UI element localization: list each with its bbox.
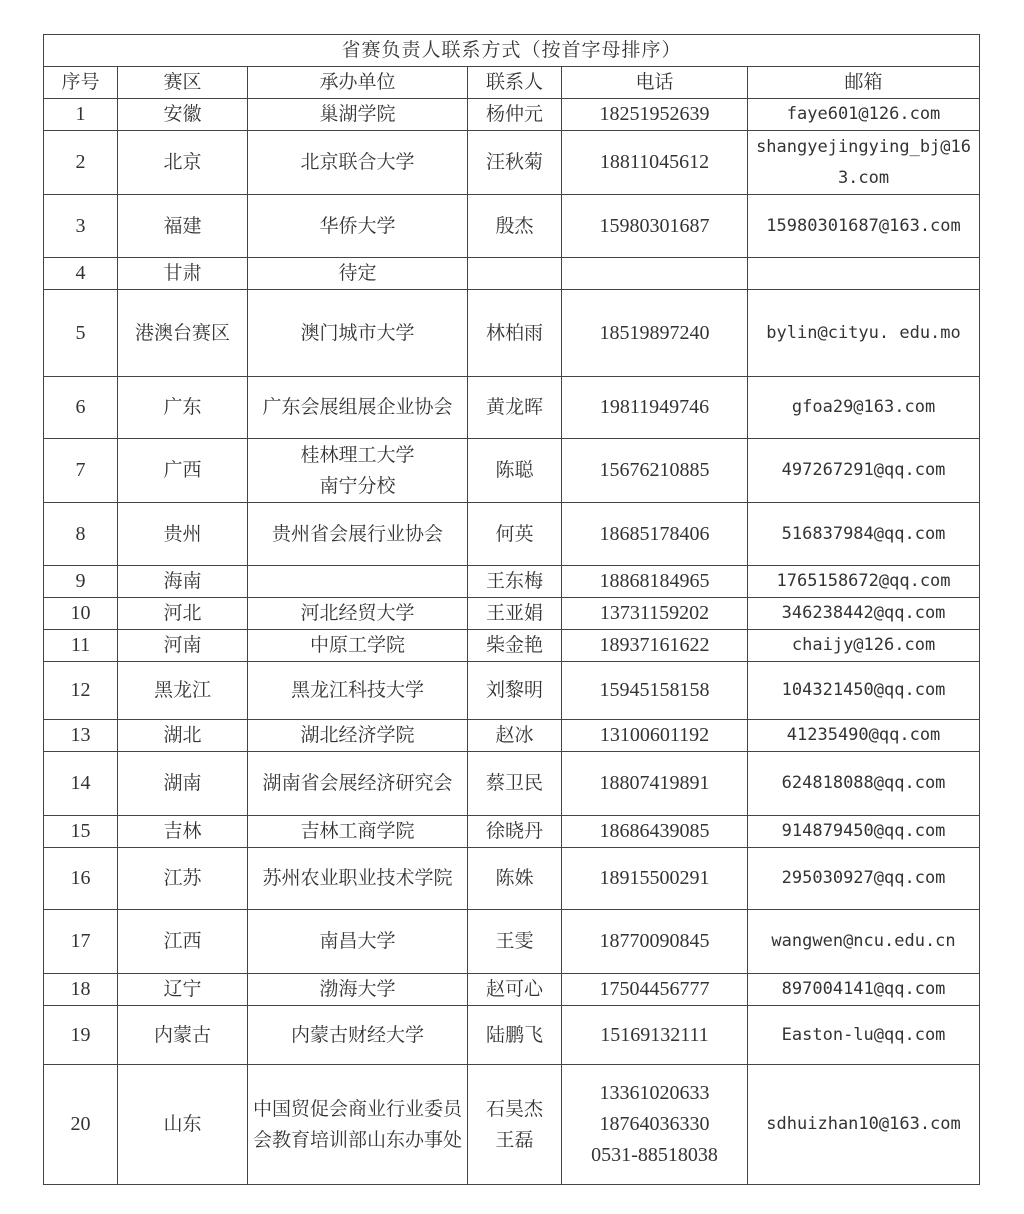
cell-contact: 徐晓丹	[468, 816, 562, 848]
cell-email: bylin@cityu. edu.mo	[748, 290, 980, 377]
cell-contact: 杨仲元	[468, 99, 562, 131]
cell-org: 北京联合大学	[248, 131, 468, 195]
cell-email: gfoa29@163.com	[748, 377, 980, 439]
cell-contact: 柴金艳	[468, 630, 562, 662]
cell-phone: 18251952639	[562, 99, 748, 131]
cell-phone: 15676210885	[562, 439, 748, 503]
cell-phone: 18868184965	[562, 566, 748, 598]
cell-org: 内蒙古财经大学	[248, 1006, 468, 1065]
table-row	[44, 503, 980, 566]
cell-org: 南昌大学	[248, 910, 468, 974]
table-row	[44, 720, 980, 752]
table-row	[44, 974, 980, 1006]
table-row	[44, 131, 980, 195]
cell-email: sdhuizhan10@163.com	[748, 1065, 980, 1185]
cell-contact: 石昊杰 王磊	[468, 1065, 562, 1185]
cell-no: 11	[44, 630, 118, 662]
cell-email: shangyejingying_bj@163.com	[748, 131, 980, 195]
cell-contact: 何英	[468, 503, 562, 566]
cell-phone: 13731159202	[562, 598, 748, 630]
cell-region: 湖北	[118, 720, 248, 752]
cell-no: 19	[44, 1006, 118, 1065]
table-title: 省赛负责人联系方式（按首字母排序）	[44, 35, 980, 67]
cell-no: 16	[44, 848, 118, 910]
cell-contact: 陈姝	[468, 848, 562, 910]
cell-region: 山东	[118, 1065, 248, 1185]
cell-contact: 蔡卫民	[468, 752, 562, 816]
cell-email: 41235490@qq.com	[748, 720, 980, 752]
cell-contact	[468, 258, 562, 290]
cell-phone: 18937161622	[562, 630, 748, 662]
cell-no: 18	[44, 974, 118, 1006]
cell-region: 吉林	[118, 816, 248, 848]
cell-org: 待定	[248, 258, 468, 290]
cell-email: 104321450@qq.com	[748, 662, 980, 720]
table-row	[44, 848, 980, 910]
cell-no: 4	[44, 258, 118, 290]
table-row	[44, 195, 980, 258]
table-row	[44, 598, 980, 630]
cell-org: 中国贸促会商业行业委员会教育培训部山东办事处	[248, 1065, 468, 1185]
cell-email: 346238442@qq.com	[748, 598, 980, 630]
header-region: 赛区	[118, 67, 248, 99]
table-row	[44, 439, 980, 503]
cell-phone: 17504456777	[562, 974, 748, 1006]
header-no: 序号	[44, 67, 118, 99]
cell-region: 湖南	[118, 752, 248, 816]
cell-no: 15	[44, 816, 118, 848]
cell-email: 516837984@qq.com	[748, 503, 980, 566]
cell-no: 12	[44, 662, 118, 720]
cell-email: 914879450@qq.com	[748, 816, 980, 848]
cell-email: 624818088@qq.com	[748, 752, 980, 816]
cell-org: 苏州农业职业技术学院	[248, 848, 468, 910]
cell-phone: 19811949746	[562, 377, 748, 439]
cell-org: 黑龙江科技大学	[248, 662, 468, 720]
cell-region: 江西	[118, 910, 248, 974]
cell-no: 13	[44, 720, 118, 752]
table-row	[44, 910, 980, 974]
cell-region: 辽宁	[118, 974, 248, 1006]
table-row	[44, 258, 980, 290]
cell-region: 河南	[118, 630, 248, 662]
cell-phone	[562, 258, 748, 290]
cell-contact: 黄龙晖	[468, 377, 562, 439]
table-row	[44, 1065, 980, 1185]
cell-email: 295030927@qq.com	[748, 848, 980, 910]
table-row	[44, 566, 980, 598]
cell-no: 5	[44, 290, 118, 377]
cell-phone: 18915500291	[562, 848, 748, 910]
table-row	[44, 1006, 980, 1065]
contacts-table	[43, 34, 980, 1185]
cell-contact: 陆鹏飞	[468, 1006, 562, 1065]
cell-region: 甘肃	[118, 258, 248, 290]
header-contact: 联系人	[468, 67, 562, 99]
cell-no: 17	[44, 910, 118, 974]
cell-region: 河北	[118, 598, 248, 630]
cell-org: 湖北经济学院	[248, 720, 468, 752]
cell-email: 1765158672@qq.com	[748, 566, 980, 598]
cell-region: 广西	[118, 439, 248, 503]
cell-contact: 王东梅	[468, 566, 562, 598]
cell-phone: 18811045612	[562, 131, 748, 195]
cell-no: 10	[44, 598, 118, 630]
cell-org: 广东会展组展企业协会	[248, 377, 468, 439]
cell-phone: 18519897240	[562, 290, 748, 377]
cell-region: 港澳台赛区	[118, 290, 248, 377]
cell-contact: 王雯	[468, 910, 562, 974]
cell-contact: 赵可心	[468, 974, 562, 1006]
cell-phone: 15169132111	[562, 1006, 748, 1065]
cell-org: 桂林理工大学 南宁分校	[248, 439, 468, 503]
cell-region: 海南	[118, 566, 248, 598]
cell-email: 15980301687@163.com	[748, 195, 980, 258]
cell-region: 广东	[118, 377, 248, 439]
table-row	[44, 816, 980, 848]
cell-org: 湖南省会展经济研究会	[248, 752, 468, 816]
cell-no: 8	[44, 503, 118, 566]
cell-org: 吉林工商学院	[248, 816, 468, 848]
cell-contact: 陈聪	[468, 439, 562, 503]
cell-phone: 18807419891	[562, 752, 748, 816]
cell-no: 3	[44, 195, 118, 258]
header-phone: 电话	[562, 67, 748, 99]
cell-phone: 13100601192	[562, 720, 748, 752]
cell-org	[248, 566, 468, 598]
cell-phone: 18686439085	[562, 816, 748, 848]
cell-no: 14	[44, 752, 118, 816]
cell-contact: 汪秋菊	[468, 131, 562, 195]
cell-no: 2	[44, 131, 118, 195]
cell-contact: 刘黎明	[468, 662, 562, 720]
cell-region: 安徽	[118, 99, 248, 131]
title-row	[44, 35, 980, 67]
header-row	[44, 67, 980, 99]
table-row	[44, 752, 980, 816]
table-row	[44, 99, 980, 131]
table-row	[44, 630, 980, 662]
cell-org: 澳门城市大学	[248, 290, 468, 377]
cell-org: 河北经贸大学	[248, 598, 468, 630]
cell-email: chaijy@126.com	[748, 630, 980, 662]
table-row	[44, 662, 980, 720]
cell-email	[748, 258, 980, 290]
cell-no: 6	[44, 377, 118, 439]
cell-contact: 殷杰	[468, 195, 562, 258]
cell-region: 江苏	[118, 848, 248, 910]
cell-org: 贵州省会展行业协会	[248, 503, 468, 566]
cell-phone: 15945158158	[562, 662, 748, 720]
cell-email: wangwen@ncu.edu.cn	[748, 910, 980, 974]
cell-email: 497267291@qq.com	[748, 439, 980, 503]
cell-no: 9	[44, 566, 118, 598]
header-org: 承办单位	[248, 67, 468, 99]
cell-email: Easton-lu@qq.com	[748, 1006, 980, 1065]
table-row	[44, 377, 980, 439]
cell-email: 897004141@qq.com	[748, 974, 980, 1006]
cell-region: 内蒙古	[118, 1006, 248, 1065]
cell-region: 贵州	[118, 503, 248, 566]
cell-no: 7	[44, 439, 118, 503]
cell-region: 黑龙江	[118, 662, 248, 720]
cell-email: faye601@126.com	[748, 99, 980, 131]
cell-org: 巢湖学院	[248, 99, 468, 131]
cell-contact: 王亚娟	[468, 598, 562, 630]
cell-no: 1	[44, 99, 118, 131]
cell-contact: 赵冰	[468, 720, 562, 752]
table-row	[44, 290, 980, 377]
cell-org: 华侨大学	[248, 195, 468, 258]
cell-no: 20	[44, 1065, 118, 1185]
cell-phone: 18770090845	[562, 910, 748, 974]
cell-org: 渤海大学	[248, 974, 468, 1006]
cell-phone: 13361020633 18764036330 0531-88518038	[562, 1065, 748, 1185]
cell-phone: 15980301687	[562, 195, 748, 258]
cell-contact: 林柏雨	[468, 290, 562, 377]
cell-org: 中原工学院	[248, 630, 468, 662]
cell-phone: 18685178406	[562, 503, 748, 566]
cell-region: 北京	[118, 131, 248, 195]
cell-region: 福建	[118, 195, 248, 258]
header-email: 邮箱	[748, 67, 980, 99]
